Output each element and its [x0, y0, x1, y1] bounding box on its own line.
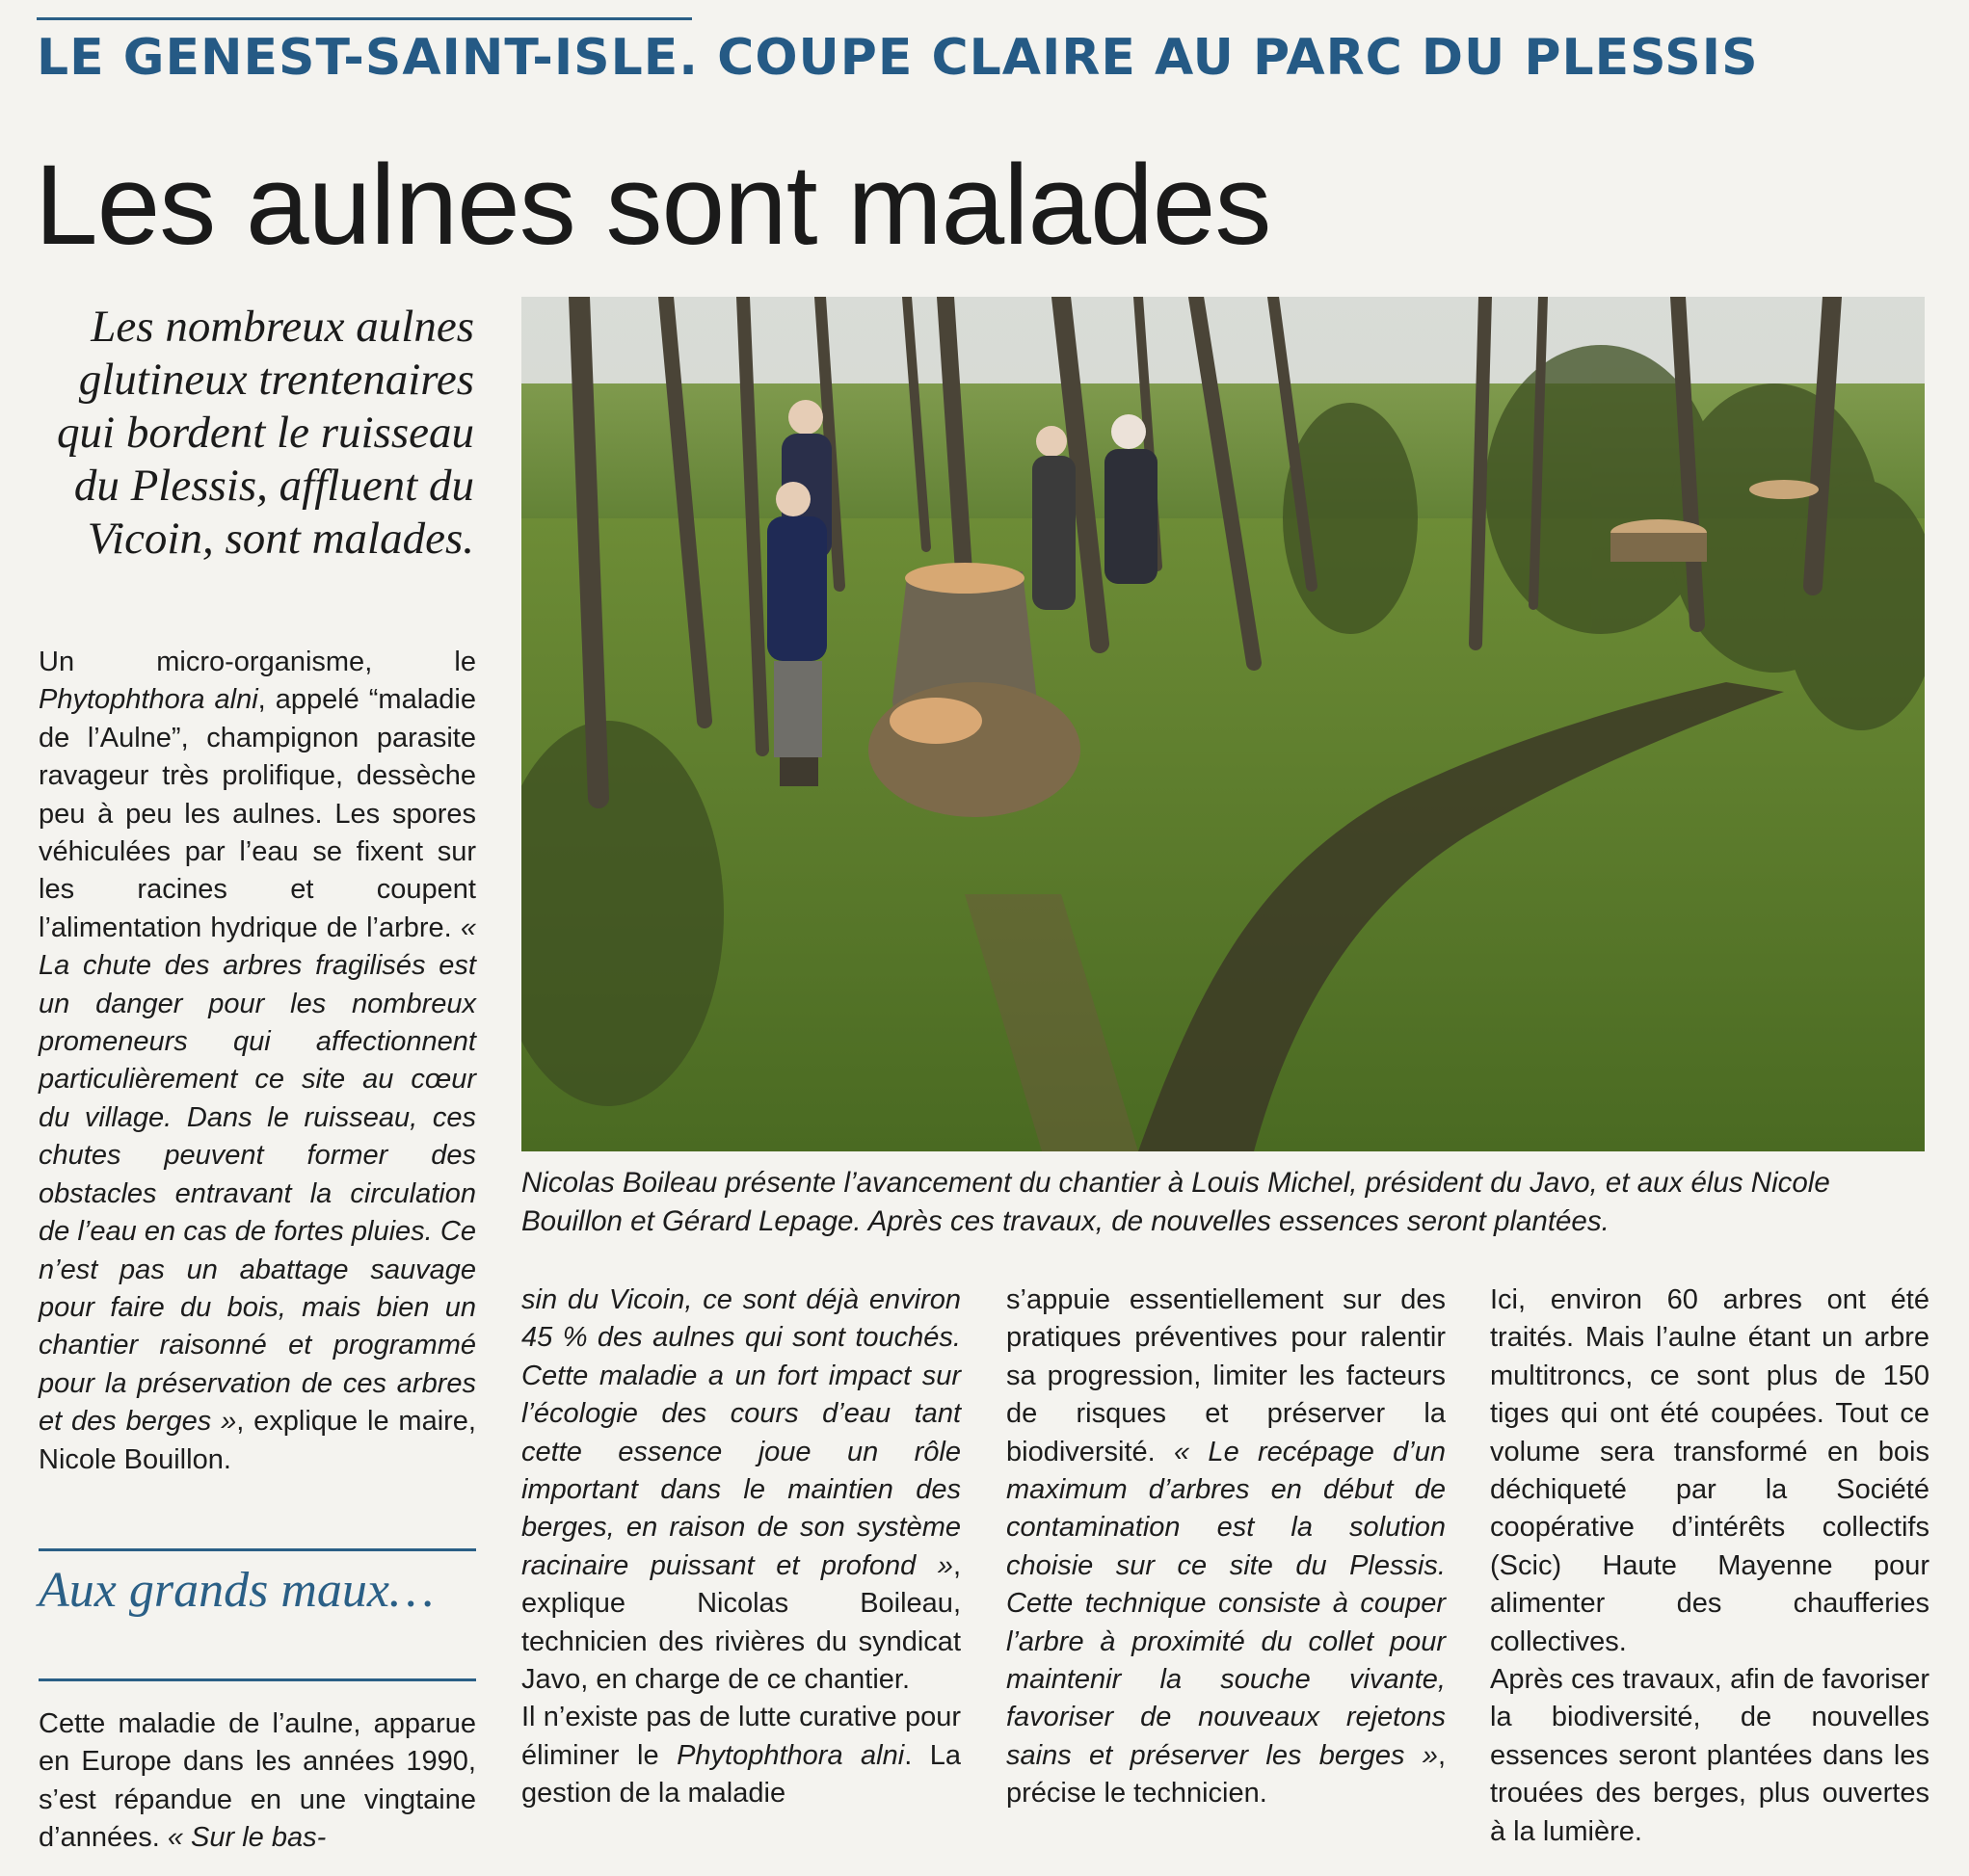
- article-column-2: [521, 1281, 961, 1813]
- text-run: , explique Nicolas Boileau, technicien des rivières du syndicat Javo, en charge de ce chantier.: [521, 1549, 961, 1696]
- text-run: , précise le technicien.: [1006, 1739, 1446, 1810]
- text-run: . La gestion de la maladie: [521, 1739, 961, 1810]
- text-run: Un micro-organisme, le: [39, 647, 476, 677]
- article-column-4: [1490, 1281, 1929, 1851]
- technician-quote: sin du Vicoin, ce sont déjà environ 45 % des aulnes qui sont touchés. Cette maladie a un fort impact sur l’écologie des cours d’eau tant cette essence joue un rôle important dans le maintien des berges, en raison de son système racinaire puissant et profond »: [521, 1284, 961, 1581]
- text-run: Cette maladie de l’aulne, apparue en Europe dans les années 1990, s’est répandue en une vingtaine d’années.: [39, 1708, 476, 1854]
- species-name: Phytophthora alni: [39, 684, 258, 716]
- technician-quote-2: « Le recépage d’un maximum d’arbres en début de contamination est la solution choisie sur ce site du Plessis. Cette technique consiste à couper l’arbre à proximité du collet pour maintenir la souche vivante, favoriser de nouveaux rejetons sains et préserver les berges »: [1006, 1436, 1446, 1771]
- article-column-3: [1006, 1281, 1446, 1813]
- text-run: Il n’existe pas de lutte curative pour éliminer le: [521, 1702, 961, 1771]
- quote-start: « Sur le bas-: [167, 1822, 327, 1854]
- article-column-1: [39, 644, 476, 1479]
- article-chapeau: Les nombreux aulnes glutineux trentenaires qui bordent le ruisseau du Plessis, affluent du Vicoin, sont malades.: [57, 302, 474, 564]
- text-run: , explique le maire, Nicole Bouillon.: [39, 1406, 476, 1475]
- subhead-rule-bottom: [39, 1678, 476, 1681]
- photo-caption: Nicolas Boileau présente l’avancement du chantier à Louis Michel, président du Javo, et aux élus Nicole Bouillon et Gérard Lepage. Après ces travaux, de nouvelles essences seront plantées.: [521, 1167, 1830, 1237]
- species-name: Phytophthora alni: [677, 1739, 905, 1771]
- photo-illustration: [521, 297, 1925, 1151]
- paragraph: Après ces travaux, afin de favoriser la biodiversité, de nouvelles essences seront plantées dans les trouées des berges, plus ouvertes à la lumière.: [1490, 1664, 1929, 1847]
- subhead: Aux grands maux…: [39, 1563, 435, 1618]
- mayor-quote: « La chute des arbres fragilisés est un danger pour les nombreux promeneurs qui affectionnent particulièrement ce site au cœur du village. Dans le ruisseau, ces chutes peuvent former des obstacles entravant la circulation de l’eau en cas de fortes pluies. Ce n’est pas un abattage sauvage pour faire du bois, mais bien un chantier raisonné et programmé pour la préservation de ces arbres et des berges »: [39, 912, 476, 1438]
- article-column-1b: [39, 1705, 476, 1858]
- paragraph: Ici, environ 60 arbres ont été traités. Mais l’aulne étant un arbre multitroncs, ce sont plus de 150 tiges qui ont été coupées. Tout ce volume sera transformé en bois déchiqueté par la Société coopérative d’intérêts collectifs (Scic) Haute Mayenne pour alimenter des chaufferies collectives.: [1490, 1284, 1929, 1657]
- text-run: , appelé “maladie de l’Aulne”, champignon parasite ravageur très prolifique, dessèche peu à peu les aulnes. Les spores véhiculées par l’eau se fixent sur les racines et coupent l’alimentation hydrique de l’arbre.: [39, 684, 476, 943]
- article-kicker: LE GENEST-SAINT-ISLE. COUPE CLAIRE AU PARC DU PLESSIS: [37, 29, 1759, 87]
- top-rule: [37, 17, 692, 20]
- subhead-rule-top: [39, 1548, 476, 1551]
- text-run: s’appuie essentiellement sur des pratiques préventives pour ralentir sa progression, limiter les facteurs de risques et préserver la biodiversité.: [1006, 1284, 1446, 1467]
- article-photo: [521, 297, 1925, 1151]
- article-headline: Les aulnes sont malades: [35, 142, 1271, 269]
